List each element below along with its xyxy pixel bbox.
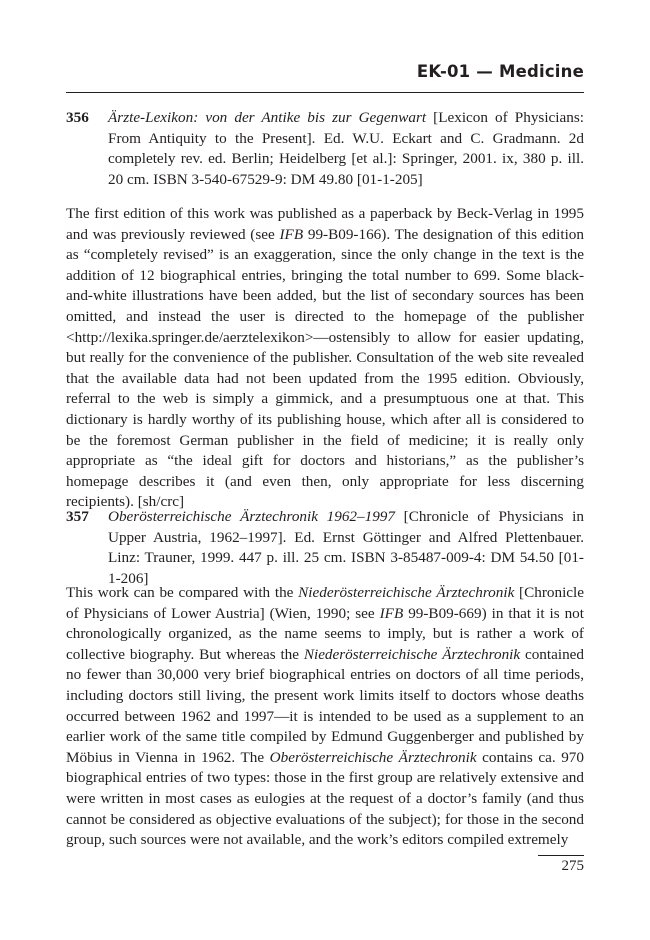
- work-title: Niederösterreichische Ärztechronik: [303, 645, 521, 663]
- review-text: [Chronicle of Physicians of Lower Austria] (Wien, 1990; see: [66, 584, 584, 622]
- ifb-reference: IFB: [379, 604, 404, 622]
- review-text: contains ca. 970 biographical entries of two types: those in the first group are relatively extensive and were written in most cases as eulogies at the request of a doctor’s family (and thus cannot be considered as objective evaluations of the subject); for those in the second group, such sources were not available, and the work’s editors compiled extremely: [66, 748, 584, 849]
- entry-number: 357: [66, 508, 89, 525]
- citation-details: [Lexicon of Physicians: From Antiquity to the Present]. Ed. W.U. Eckart and C. Gradmann. 2d completely rev. ed. Berlin; Heidelberg [et al.]: Springer, 2001. ix, 380 p. ill. 20 cm. ISBN 3-540-67529-9: DM 49.80 [01-1-205]: [108, 109, 584, 188]
- review-357: [66, 583, 584, 851]
- review-text: This work can be compared with the: [66, 584, 299, 601]
- entry-number: 356: [66, 109, 89, 126]
- entry-title: Oberösterreichische Ärztechronik 1962–1997: [108, 508, 395, 525]
- page-number: 275: [561, 858, 584, 874]
- running-header: EK-01 — Medicine: [416, 62, 584, 81]
- review-text: 99-B09-669) in that it is not chronologically organized, as the name seems to imply, but is rather a work of collective biography. But whereas the: [66, 604, 584, 663]
- work-title: Oberösterreichische Ärztechronik: [269, 748, 477, 766]
- entry-citation: [108, 108, 584, 190]
- review-text: 99-B09-166). The designation of this edition as “completely revised” is an exaggeration, since the only change in the text is the addition of 12 biographical entries, bringing the total number to 699. Some black-and-white illustrations have been added, but the list of secondary sources has been omitted, and instead the user is directed to the homepage of the publisher <http://lexika.springer.de/aerztelexikon>—ostensibly to allow for easier updating, but really for the convenience of the publisher. Consultation of the web site revealed that the available data had not been updated from the 1995 edition. Obviously, referral to the web is simply a gimmick, and a presumptuous one at that. This dictionary is hardly worthy of its publishing house, which after all is considered to be the foremost German publisher in the field of medicine; it is really only appropriate as “the ideal gift for doctors and historians,” as the publisher’s homepage describes it (and even then, only appropriate for less discerning recipients). [sh/crc]: [66, 225, 584, 511]
- entry-citation: [108, 507, 584, 589]
- entry-title: Ärzte-Lexikon: von der Antike bis zur Gegenwart: [108, 109, 427, 126]
- review-text: The first edition of this work was published as a paperback by Beck-Verlag in 1995 and was previously reviewed (see: [66, 205, 584, 243]
- review-356: [66, 204, 584, 513]
- work-title: Niederösterreichische Ärztechronik: [298, 584, 515, 601]
- ifb-reference: IFB: [279, 225, 304, 243]
- review-text: contained no fewer than 30,000 very brief biographical entries on doctors of all time periods, including doctors still living, the present work limits itself to doctors whose deaths occurred between 1962 and 1997—it is intended to be used as a supplement to an earlier work of the same title compiled by Edmund Guggenberger and published by Möbius in Vienna in 1962. The: [66, 645, 584, 766]
- entry-356: [66, 108, 584, 190]
- entry-357: [66, 507, 584, 589]
- header-rule: [66, 92, 584, 93]
- footer-rule: [538, 855, 584, 856]
- citation-details: [Chronicle of Physicians in Upper Austria, 1962–1997]. Ed. Ernst Göttinger and Alfred Plettenbauer. Linz: Trauner, 1999. 447 p. ill. 25 cm. ISBN 3-85487-009-4: DM 54.50 [01-1-206]: [108, 508, 584, 587]
